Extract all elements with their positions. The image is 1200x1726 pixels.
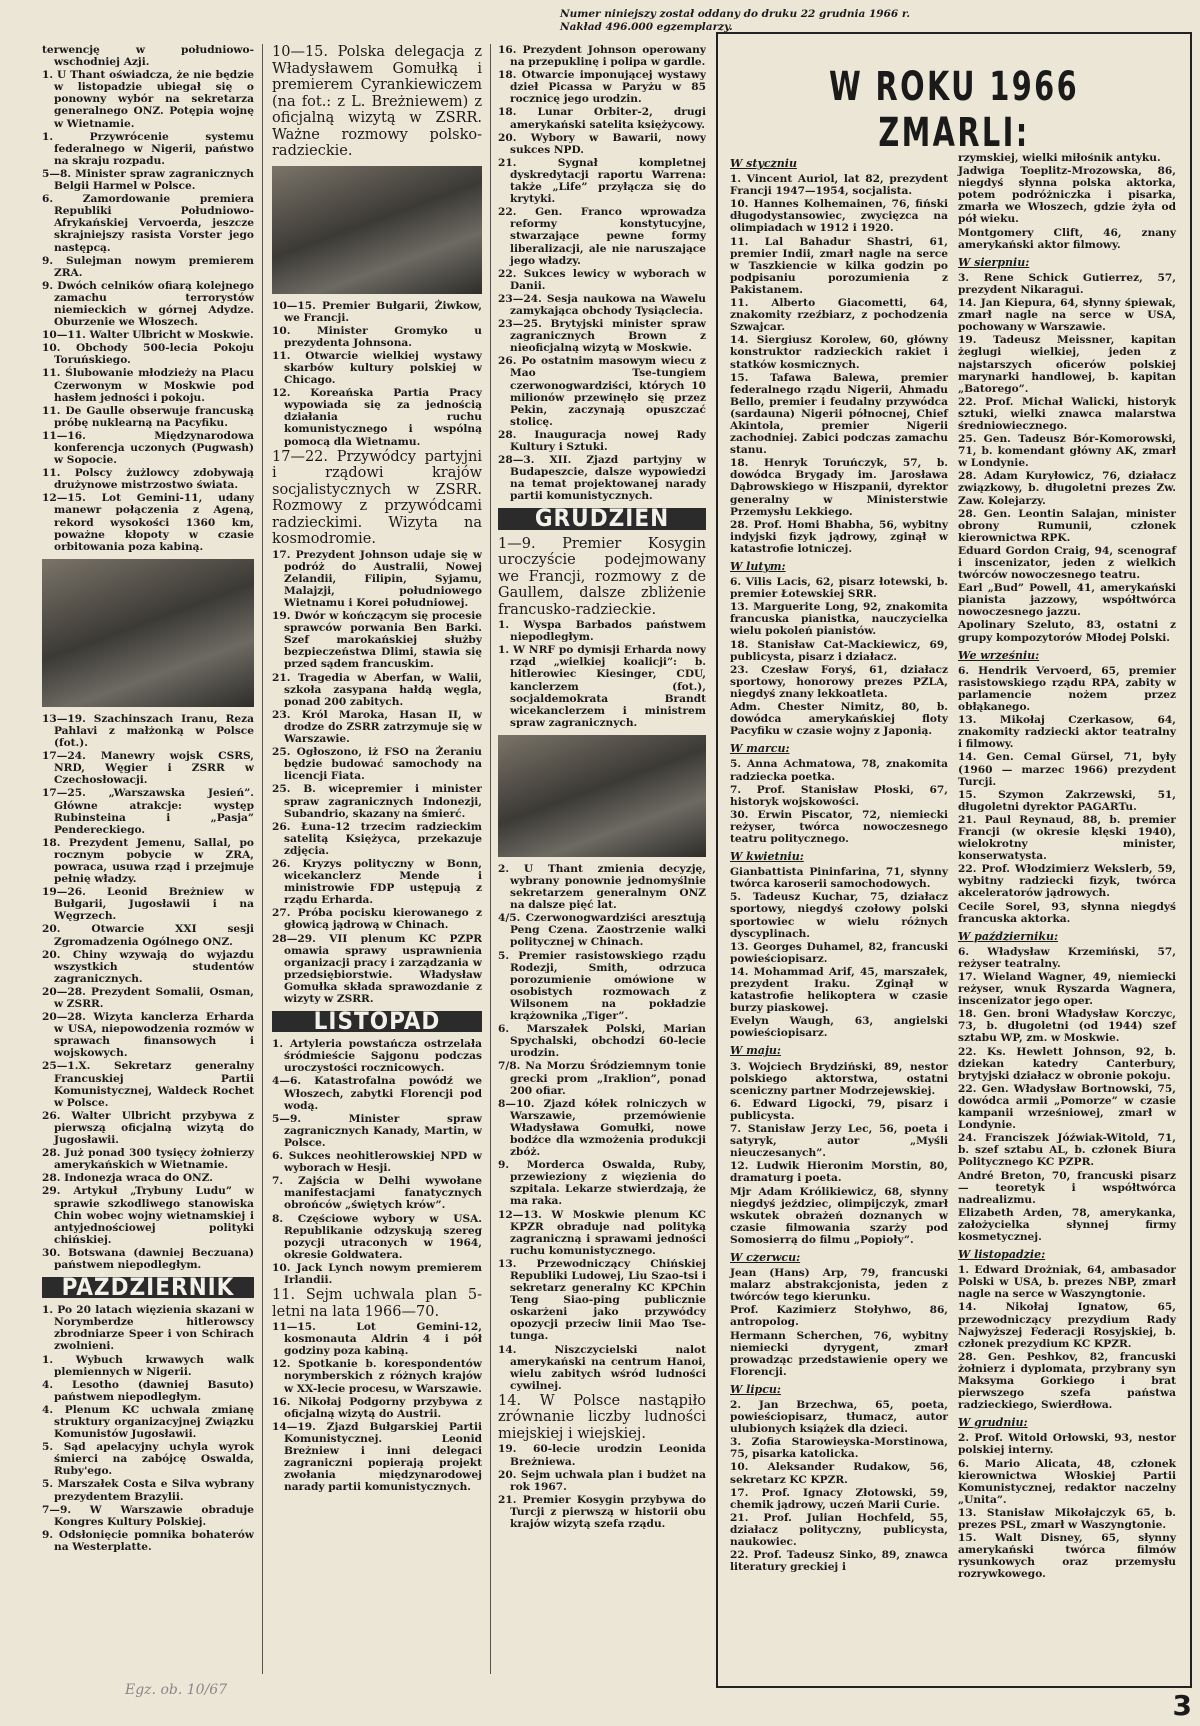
entry: 21. Sygnał kompletnej dyskredytacji raportu Warrena: także „Life” przyłącza się do krytyki. [498, 156, 706, 206]
entry: 7. Stanisław Jerzy Lec, 56, poeta i satyryk, autor „Myśli nieuczesanych”. [730, 1123, 948, 1160]
month-heading: W sierpniu: [958, 255, 1030, 269]
photo-kiesinger [498, 735, 706, 857]
entry: 19. Dwór w kończącym się procesie sprawców porwania Ben Barki. Szef marokańskiej służby bezpieczeństwa Dlimi, stawia się przed sądem francuskim. [272, 610, 482, 671]
obituaries-right [958, 152, 1176, 1582]
month-heading: W lutym: [730, 560, 786, 573]
lead-population: 14. W Polsce nastąpiło zrównanie liczby ludności miejskiej i wiejskiej. [498, 1392, 706, 1442]
entry: 10—15. Premier Bułgarii, Żiwkow, we Francji. [272, 299, 482, 324]
entry: 28. Indonezja wraca do ONZ. [42, 1172, 213, 1185]
entry: 1. U Thant oświadcza, że nie będzie w listopadzie ubiegał się o ponowny wybór na sekretarza generalnego ONZ. Potępia wojnę w Wietnamie. [42, 69, 254, 130]
entry: Adm. Chester Nimitz, 80, b. dowódca amerykańskiej floty Pacyfiku w czasie wojny z Japonią. [730, 701, 948, 738]
obituaries-title: W ROKU 1966 ZMARLI: [828, 64, 1080, 156]
page-number: 3 [1172, 1689, 1192, 1722]
entry: 6. Vilis Lacis, 62, pisarz łotewski, b. premier Łotewskiej SRR. [730, 576, 948, 601]
entry: 3. Rene Schick Gutierrez, 57, prezydent Nikaragui. [958, 271, 1176, 296]
entry: 28. Inauguracja nowej Rady Kultury i Sztuki. [498, 428, 706, 453]
entry: 24. Franciszek Jóźwiak-Witold, 71, b. szef sztabu AL, b. członek Biura Politycznego KC PZPR. [958, 1132, 1176, 1169]
december-entries [498, 619, 706, 729]
entry: 22. Sukces lewicy w wyborach w Danii. [498, 267, 706, 292]
entry: 18. Stanisław Cat-Mackiewicz, 69, publicysta, pisarz i działacz. [730, 638, 948, 663]
entry: 17. Wieland Wagner, 49, niemiecki reżyser, wnuk Ryszarda Wagnera, inscenizator jego oper. [958, 971, 1176, 1008]
september-entries-2 [42, 713, 254, 1271]
entry: 10. Aleksander Rudakow, 56, sekretarz KC KPZR. [730, 1461, 948, 1486]
entry: 11. Polscy żużlowcy zdobywają drużynowe mistrzostwo świata. [42, 467, 254, 492]
entry: 11. Ślubowanie młodzieży na Placu Czerwonym w Moskwie pod hasłem jedności i pokoju. [42, 367, 254, 404]
obituaries-left [730, 152, 948, 1574]
october-entries-3 [272, 549, 482, 1005]
obituaries-box [716, 32, 1192, 1688]
entry: 5. Marszałek Costa e Silva wybrany prezydentem Brazylii. [42, 1478, 254, 1503]
entry: 8. Częściowe wybory w USA. Republikanie odzyskują szereg pozycji utraconych w 1964, okresie Goldwatera. [272, 1212, 482, 1261]
entry: 1. Edward Drożniak, 64, ambasador Polski w USA, b. prezes NBP, zmarł nagle na serce w Waszyngtonie. [958, 1264, 1176, 1301]
entry: 11—15. Lot Gemini-12, kosmonauta Aldrin 4 i pół godziny poza kabiną. [272, 1321, 482, 1358]
october-entries-2 [272, 300, 482, 448]
entry: 21. Tragedia w Aberfan, w Walii, szkoła zasypana hałdą węgla, ponad 200 zabitych. [272, 671, 482, 708]
entry: 18. Gen. broni Władysław Korczyc, 73, b. długoletni (od 1944) szef sztabu WP, zm. w Moskwie. [958, 1008, 1176, 1045]
entry: 13. Georges Duhamel, 82, francuski powieściopisarz. [730, 940, 948, 965]
lead-socialist-leaders: 17—22. Przywódcy partyjni i rządowi krajów socjalistycznych w ZSRR. Rozmowy z przywódcami radzieckimi. Wizyta na kosmodromie. [272, 448, 482, 548]
entry: 1. W NRF po dymisji Erharda nowy rząd „wielkiej koalicji”: b. hitlerowiec Kiesinger, CDU, kanclerzem (fot.), socjaldemokrata Brandt wicekanclerzem i ministrem spraw zagranicznych. [498, 644, 706, 729]
entry: 30. Erwin Piscator, 72, niemiecki reżyser, twórca nowoczesnego teatru politycznego. [730, 808, 948, 845]
entry: 12. Ludwik Hieronim Morstin, 80, dramaturg i poeta. [730, 1160, 948, 1185]
entry: 3. Zofia Starowieyska-Morstinowa, 75, pisarka katolicka. [730, 1436, 948, 1461]
entry: 5—9. Minister spraw zagranicznych Kanady, Martin, w Polsce. [272, 1112, 482, 1149]
entry: 16. Nikołaj Podgorny przybywa z oficjalną wizytą do Austrii. [272, 1395, 482, 1420]
entry: 25. Ogłoszono, iż FSO na Żeraniu będzie budować samochody na licencji Fiata. [272, 746, 482, 783]
entry: 17. Prezydent Johnson udaje się w podróż do Australii, Nowej Zelandii, Filipin, Syjamu, Malajzji, południowego Wietnamu i Korei południowej. [272, 548, 482, 609]
entry: 21. Paul Reynaud, 88, b. premier Francji (w okresie klęski 1940), wielokrotny minister, konserwatysta. [958, 813, 1176, 863]
entry: 12—15. Lot Gemini-11, udany manewr połączenia z Ageną, rekord wysokości 1360 km, poważne kłopoty w czasie orbitowania poza kabiną. [42, 492, 254, 553]
entry: 9. Sulejman nowym premierem ZRA. [42, 254, 254, 279]
entry: Eduard Gordon Craig, 94, scenograf i inscenizator, jeden z wielkich twórców nowoczesnego teatru. [958, 544, 1176, 582]
entry: 12. Spotkanie b. korespondentów norymberskich z różnych krajów w XX-lecie procesu, w Warszawie. [272, 1358, 482, 1395]
entry: 14. Nikołaj Ignatow, 65, przewodniczący prezydium Rady Najwyższej Federacji Rosyjskiej, b. członek prezydium KC KPZR. [958, 1301, 1176, 1350]
entry: Gianbattista Pininfarina, 71, słynny twórca karoserii samochodowych. [730, 866, 948, 891]
entry: 28—29. VII plenum KC PZPR omawia sprawy usprawnienia organizacji pracy i zarządzania w przedsiębiorstwie. Władysław Gomułka składa sprawozdanie z wizyty w ZSRR. [272, 932, 482, 1005]
entry: 22. Prof. Michał Walicki, historyk sztuki, wielki znawca malarstwa średniowiecznego. [958, 395, 1176, 432]
month-heading: W marcu: [730, 742, 790, 756]
entry: 1. Artyleria powstańcza ostrzelała śródmieście Sajgonu podczas uroczystości rocznicowych. [272, 1038, 482, 1075]
october-entries [42, 1304, 254, 1553]
column-rule [490, 44, 491, 1674]
entry: 18. Henryk Toruńczyk, 57, b. dowódca Brygady im. Jarosława Dąbrowskiego w Hiszpanii, dyrektor generalny w Ministerstwie Przemysłu Lekkiego. [730, 457, 948, 518]
entry: Apolinary Szeluto, 83, ostatni z grupy kompozytorów Młodej Polski. [958, 619, 1176, 644]
entry: 11. De Gaulle obserwuje francuską próbę nuklearną na Pacyfiku. [42, 404, 254, 429]
column-rule [262, 44, 263, 1674]
lead-gomulka: 10—15. Polska delegacja z Władysławem Gomułką i premierem Cyrankiewiczem (na fot.: z L. Breżniewem) z oficjalną wizytą w ZSRR. Ważne rozmowy polsko-radzieckie. [272, 44, 482, 159]
entry: 14. Mohammad Arif, 45, marszałek, prezydent Iraku. Zginął w katastrofie helikoptera w czasie burzy piaskowej. [730, 965, 948, 1015]
entry: 17. Prof. Ignacy Złotowski, 59, chemik jądrowy, uczeń Marii Curie. [730, 1486, 948, 1511]
print-note: Numer niniejszy został oddany do druku 22 grudnia 1966 r. Nakład 496.000 egzemplarzy. [560, 8, 911, 33]
entry: 1. Vincent Auriol, lat 82, prezydent Francji 1947—1954, socjalista. [730, 173, 948, 198]
entry: 6. Edward Ligocki, 79, pisarz i publicysta. [730, 1097, 948, 1122]
entry: 28. Gen. Leontin Salajan, minister obrony Rumunii, członek kierownictwa RPK. [958, 507, 1176, 544]
entry: 20—28. Prezydent Somalii, Osman, w ZSRR. [42, 985, 254, 1010]
entry: André Breton, 70, francuski pisarz — teoretyk i współtwórca nadrealizmu. [958, 1169, 1176, 1206]
entry: 21. Prof. Julian Hochfeld, 55, działacz polityczny, publicysta, naukowiec. [730, 1511, 948, 1549]
entry: Jadwiga Toeplitz-Mrozowska, 86, niegdyś słynna polska aktorka, potem podróżniczka i pisarka, zmarła we Włoszech, gdzie żyła od pół wieku. [958, 165, 1176, 226]
lead-kosygin: 1—9. Premier Kosygin uroczyście podejmowany we Francji, rozmowy z de Gaullem, dalsze zbliżenie francusko-radzieckie. [498, 535, 706, 618]
entry: 4. Plenum KC uchwala zmianę struktury organizacyjnej Związku Komunistów Jugosławii. [42, 1403, 254, 1441]
entry: 20. Sejm uchwala plan i budżet na rok 1967. [498, 1468, 706, 1493]
november-banner: LISTOPAD [272, 1011, 482, 1032]
november-entries-2 [272, 1321, 482, 1493]
entry: 6. Marszałek Polski, Marian Spychalski, obchodzi 60-lecie urodzin. [498, 1023, 706, 1060]
entry: 28. Prof. Homi Bhabha, 56, wybitny indyjski fizyk jądrowy, zginął w katastrofie lotniczej. [730, 518, 948, 555]
entry: 28. Już ponad 300 tysięcy żołnierzy amerykańskich w Wietnamie. [42, 1147, 254, 1172]
entry: 2. Jan Brzechwa, 65, poeta, powieściopisarz, tłumacz, autor ulubionych książek dla dzieci. [730, 1399, 948, 1436]
entry: Mjr Adam Królikiewicz, 68, słynny niegdyś jeździec, olimpijczyk, zmarł wskutek obrażeń doznanych w czasie filmowania szarży pod Somosierrą do filmu „Popioły”. [730, 1185, 948, 1246]
entry: 22. Gen. Franco wprowadza reformy konstytucyjne, stwarzające pewne formy liberalizacji, ale nie naruszające jego władzy. [498, 206, 706, 267]
entry: 6. Hendrik Vervoerd, 65, premier rasistowskiego rządu RPA, zabity w parlamencie nożem przez obłąkanego. [958, 664, 1176, 714]
entry: 26. Walter Ulbricht przybywa z pierwszą oficjalną wizytą do Jugosławii. [42, 1109, 254, 1147]
month-heading: W grudniu: [958, 1416, 1028, 1430]
entry: 5—8. Minister spraw zagranicznych Belgii Harmel w Polsce. [42, 167, 254, 193]
entry: 15. Walt Disney, 65, słynny amerykański twórca filmów rysunkowych oraz przemysłu rozrywkowego. [958, 1532, 1176, 1581]
photo-gomulka-brezhnev [272, 166, 482, 294]
month-heading: W październiku: [958, 929, 1059, 943]
entry: 13. Mikołaj Czerkasow, 64, znakomity radziecki aktor teatralny i filmowy. [958, 714, 1176, 751]
entry: 19. Tadeusz Meissner, kapitan żeglugi wielkiej, jeden z najstarszych oficerów polskiej marynarki handlowej, b. kapitan „Batorego”. [958, 334, 1176, 395]
entry: 14. Gen. Cemal Gürsel, 71, były (1960 — marzec 1966) prezydent Turcji. [958, 751, 1176, 788]
column-1 [42, 44, 254, 1684]
entry: 25. B. wicepremier i minister spraw zagranicznych Indonezji, Subandrio, skazany na śmierć. [272, 783, 482, 820]
entry: 26. Kryzys polityczny w Bonn, wicekanclerz Mende i ministrowie FDP ustępują z rządu Erharda. [272, 857, 482, 907]
entry: Jean (Hans) Arp, 79, francuski malarz abstrakcjonista, jeden z twórców tego kierunku. [730, 1267, 948, 1304]
entry: 14. Siergiusz Korolew, 60, główny konstruktor radzieckich rakiet i statków kosmicznych. [730, 334, 948, 371]
entry: Elizabeth Arden, 78, amerykanka, założycielka słynnej firmy kosmetycznej. [958, 1206, 1176, 1243]
entry: 25—1.X. Sekretarz generalny Francuskiej Partii Komunistycznej, Waldeck Rochet w Polsce. [42, 1060, 254, 1109]
entry: 9. Morderca Oswalda, Ruby, przewieziony z więzienia do szpitala. Lekarze stwierdzają, że ma raka. [498, 1159, 706, 1208]
photo-shah-iran [42, 559, 254, 707]
entry: 15. Szymon Zakrzewski, 51, długoletni dyrektor PAGARTu. [958, 788, 1176, 813]
month-heading: W czerwcu: [730, 1250, 801, 1264]
december-entries-3 [498, 1443, 706, 1530]
november-entries [272, 1038, 482, 1286]
month-heading: W lipcu: [730, 1382, 781, 1396]
entry: 4—6. Katastrofalna powódź we Włoszech, zabytki Florencji pod wodą. [272, 1075, 482, 1112]
entry: 21. Premier Kosygin przybywa do Turcji z pierwszą w historii obu krajów wizytą szefa rządu. [498, 1493, 706, 1530]
entry: 28. Gen. Peshkov, 82, francuski żołnierz i dyplomata, przybrany syn Maksyma Gorkiego i brat pierwszego szefa państwa radzieckiego, Swierdłowa. [958, 1350, 1176, 1412]
entry: 10—11. Walter Ulbricht w Moskwie. [42, 329, 254, 342]
entry: 11. Otwarcie wielkiej wystawy skarbów kultury polskiej w Chicago. [272, 349, 482, 387]
entry: 23. Król Maroka, Hasan II, w drodze do ZSRR zatrzymuje się w Warszawie. [272, 708, 482, 746]
entry: 23—24. Sesja naukowa na Wawelu zamykająca obchody Tysiąclecia. [498, 292, 706, 317]
entry: Evelyn Waugh, 63, angielski powieściopisarz. [730, 1015, 948, 1040]
december-entries-2 [498, 863, 706, 1392]
entry: Hermann Scherchen, 76, wybitny niemiecki dyrygent, zmarł prowadząc przedstawienie opery we Florencji. [730, 1329, 948, 1378]
entry: 7—9. W Warszawie obraduje Kongres Kultury Polskiej. [42, 1503, 254, 1528]
entry: 27. Próba pocisku kierowanego z głowicą jądrową w Chinach. [272, 907, 482, 932]
entry: 13. Marguerite Long, 92, znakomita francuska pianistka, nauczycielka wielu pokoleń pianistów. [730, 601, 948, 638]
entry: Earl „Bud” Powell, 41, amerykański pianista jazzowy, współtwórca nowoczesnego jazzu. [958, 582, 1176, 619]
column-3 [498, 44, 706, 1684]
entry: 4. Lesotho (dawniej Basuto) państwem niepodległym. [42, 1378, 254, 1403]
entry: 1. Wybuch krwawych walk plemiennych w Nigerii. [42, 1353, 254, 1378]
entry: 12—13. W Moskwie plenum KC KPZR obraduje nad polityką zagraniczną i sprawami jedności ruchu komunistycznego. [498, 1208, 706, 1257]
entry: 14. Niszczycielski nalot amerykański na centrum Hanoi, wielu zabitych wśród ludności cywilnej. [498, 1343, 706, 1392]
entry: 23. Czesław Foryś, 61, działacz sportowy, honorowy prezes PZLA, niegdyś znany lekkoatleta. [730, 663, 948, 700]
month-heading: W kwietniu: [730, 850, 804, 864]
month-heading: We wrześniu: [958, 648, 1040, 662]
month-heading: W styczniu [730, 157, 797, 170]
entry: 11. Alberto Giacometti, 64, znakomity rzeźbiarz, z pochodzenia Szwajcar. [730, 297, 948, 334]
entry: 7/8. Na Morzu Śródziemnym tonie grecki prom „Iraklion”, ponad 200 ofiar. [498, 1060, 706, 1097]
entry: 5. Anna Achmatowa, 78, znakomita radziecka poetka. [730, 758, 948, 783]
entry: 26. Po ostatnim masowym wiecu z Mao Tse-tungiem czerwonogwardziści, których 10 milionów przewinęło się przez Pekin, zaczynają opuszczać stolicę. [498, 355, 706, 428]
entry: 22. Prof. Włodzimierz Wekslerb, 59, wybitny radziecki fizyk, twórca akceleratorów jądrowych. [958, 863, 1176, 900]
entry: 1. Wyspa Barbados państwem niepodległym. [498, 619, 706, 644]
entry: 26. Łuna-12 trzecim radzieckim satelitą Księżyca, przekazuje zdjęcia. [272, 820, 482, 857]
entry: 22. Ks. Hewlett Johnson, 92, b. dziekan katedry Canterbury, brytyjski działacz w obronie pokoju. [958, 1045, 1176, 1082]
entry: 18. Lunar Orbiter-2, drugi amerykański satelita księżycowy. [498, 106, 706, 131]
entry: 28—3. XII. Zjazd partyjny w Budapeszcie, dalsze wypowiedzi na temat projektowanej narady partii komunistycznych. [498, 454, 706, 503]
entry: 30. Botswana (dawniej Beczuana) państwem niepodległym. [42, 1246, 254, 1271]
entry: 9. Dwóch celników ofiarą kolejnego zamachu terrorystów niemieckich w górnej Adydze. Oburzenie we Włoszech. [42, 279, 254, 329]
entry: 8—10. Zjazd kółek rolniczych w Warszawie, przemówienie Władysława Gomułki, nowe bodźce dla wzmożenia produkcji zbóż. [498, 1097, 706, 1159]
entry: 10. Obchody 500-lecia Pokoju Toruńskiego. [42, 342, 254, 367]
entry: 19—26. Leonid Breżniew w Bułgarii, Jugosławii i na Węgrzech. [42, 886, 254, 923]
entry: 13. Przewodniczący Chińskiej Republiki Ludowej, Liu Szao-tsi i sekretarz generalny KC KPChin Teng Siao-ping publicznie oskarżeni jako przywódcy opozycji przeciw linii Mao Tse-tunga. [498, 1257, 706, 1343]
entry: 14. Jan Kiepura, 64, słynny śpiewak, zmarł nagle na serce w USA, pochowany w Warszawie. [958, 297, 1176, 334]
entry: 6. Mario Alicata, 48, członek kierownictwa Włoskiej Partii Komunistycznej, redaktor naczelny „Unita”. [958, 1457, 1176, 1506]
entry: 6. Zamordowanie premiera Republiki Południowo-Afrykańskiej Vervoerda, jeszcze skrajniejszy rasista Vorster jego następcą. [42, 193, 254, 254]
entry: 10. Jack Lynch nowym premierem Irlandii. [272, 1261, 482, 1286]
entry: 6. Władysław Krzemiński, 57, reżyser teatralny. [958, 945, 1176, 970]
entry: 13—19. Szachinszach Iranu, Reza Pahlavi z małżonką w Polsce (fot.). [42, 712, 254, 750]
entry: 1. Po 20 latach więzienia skazani w Norymberdze hitlerowscy zbrodniarze Speer i von Schirach zwolnieni. [42, 1304, 254, 1353]
entry: 23—25. Brytyjski minister spraw zagranicznych Brown z nieoficjalną wizytą w Moskwie. [498, 318, 706, 355]
december-banner: GRUDZIEŃ [498, 508, 706, 529]
entry: 5. Premier rasistowskiego rządu Rodezji, Smith, odrzuca porozumienie omówione w osobistych rozmowach z Wilsonem na pokładzie krążownika „Tiger”. [498, 949, 706, 1023]
entry: 20. Chiny wzywają do wyjazdu wszystkich studentów zagranicznych. [42, 948, 254, 985]
entry: 10. Minister Gromyko u prezydenta Johnsona. [272, 324, 482, 349]
entry: 1. Przywrócenie systemu federalnego w Nigerii, państwo na skraju rozpadu. [42, 130, 254, 167]
entry: 15. Tafawa Balewa, premier federalnego rządu Nigerii, Ahmadu Bello, premier i feudalny przywódca (sardauna) Nigerii północnej, Chief Akintola, premier Nigerii zachodniej. Zabici podczas zamachu stanu. [730, 371, 948, 457]
october-banner: PAŹDZIERNIK [42, 1277, 254, 1298]
entry: 18. Prezydent Jemenu, Sallal, po rocznym pobycie w ZRA, powraca, usuwa rząd i przejmuje pełnię władzy. [42, 836, 254, 886]
archive-stamp: Egz. ob. 10/67 [125, 1682, 228, 1698]
entry: 6. Sukces neohitlerowskiej NPD w wyborach w Hesji. [272, 1150, 482, 1175]
month-heading: W listopadzie: [958, 1248, 1046, 1262]
entry: 13. Stanisław Mikołajczyk 65, b. prezes PSL, zmarł w Waszyngtonie. [958, 1506, 1176, 1532]
entry: 28. Adam Kuryłowicz, 76, działacz związkowy, b. długoletni prezes Zw. Zaw. Kolejarzy. [958, 470, 1176, 507]
entry: 9. Odsłonięcie pomnika bohaterów na Westerplatte. [42, 1528, 254, 1553]
entry: 29. Artykuł „Trybuny Ludu” w sprawie szkodliwego stanowiska Chin wobec wojny wietnamskiej i antyjednościowej polityki chińskiej. [42, 1185, 254, 1246]
entry: rzymskiej, wielki miłośnik antyku. [958, 152, 1161, 164]
entry: 11—16. Międzynarodowa konferencja uczonych (Pugwash) w Sopocie. [42, 429, 254, 467]
lead-sejm-plan: 11. Sejm uchwala plan 5-letni na lata 1966—70. [272, 1287, 482, 1320]
entry: 2. Prof. Witold Orłowski, 93, nestor polskiej interny. [958, 1432, 1176, 1457]
entry: Prof. Kazimierz Stołyhwo, 86, antropolog. [730, 1304, 948, 1329]
entry: 17—24. Manewry wojsk CSRS, NRD, Węgier i ZSRR w Czechosłowacji. [42, 750, 254, 787]
entry: 22. Prof. Tadeusz Sinko, 89, znawca literatury greckiej i [730, 1549, 948, 1574]
entry: 25. Gen. Tadeusz Bór-Komorowski, 71, b. komendant główny AK, zmarł w Londynie. [958, 433, 1176, 470]
entry: 12. Koreańska Partia Pracy wypowiada się za jednością działania ruchu komunistycznego i wspólną pomocą dla Wietnamu. [272, 387, 482, 448]
entry: 11. Lal Bahadur Shastri, 61, premier Indii, zmarł nagle na serce w Taszkiencie w kilka godzin po podpisaniu porozumienia z Pakistanem. [730, 235, 948, 296]
entry: 2. U Thant zmienia decyzję, wybrany ponownie jednomyślnie sekretarzem generalnym ONZ na dalsze pięć lat. [498, 862, 706, 912]
entry: 18. Otwarcie imponującej wystawy dzieł Picassa w Paryżu w 85 rocznicę jego urodzin. [498, 69, 706, 106]
entry: 20—28. Wizyta kanclerza Erharda w USA, niepowodzenia rozmów w sprawach finansowych i wojskowych. [42, 1011, 254, 1060]
september-entries [42, 44, 254, 553]
entry: 20. Otwarcie XXI sesji Zgromadzenia Ogólnego ONZ. [42, 923, 254, 948]
entry: Montgomery Clift, 46, znany amerykański aktor filmowy. [958, 226, 1176, 251]
entry: 5. Tadeusz Kuchar, 75, działacz sportowy, niegdyś czołowy polski sportowiec w wielu różnych dyscyplinach. [730, 891, 948, 940]
entry: 19. 60-lecie urodzin Leonida Breżniewa. [498, 1443, 706, 1468]
entry: 7. Prof. Stanisław Płoski, 67, historyk wojskowości. [730, 783, 948, 808]
entry: 4/5. Czerwonogwardziści aresztują Peng Czena. Zaostrzenie walki politycznej w Chinach. [498, 912, 706, 949]
entry: 16. Prezydent Johnson operowany na przepuklinę i polipa w gardle. [498, 44, 706, 69]
entry: 17—25. „Warszawska Jesień”. Główne atrakcje: występ Rubinsteina i „Pasja” Pendereckiego. [42, 787, 254, 836]
column-2 [272, 44, 482, 1684]
entry: 3. Wojciech Brydziński, 89, nestor polskiego aktorstwa, ostatni sceniczny partner Modrzejewskiej. [730, 1060, 948, 1097]
entry: 5. Sąd apelacyjny uchyla wyrok śmierci na zabójcę Oswalda, Ruby'ego. [42, 1441, 254, 1478]
entry: 7. Zajścia w Delhi wywołane manifestacjami fanatycznych obrońców „świętych krów”. [272, 1175, 482, 1212]
entry: 14—19. Zjazd Bułgarskiej Partii Komunistycznej. Leonid Breżniew i inni delegaci zagraniczni popierają projekt zwołania międzynarodowej narady partii komunistycznych. [272, 1420, 482, 1494]
november-entries-3 [498, 44, 706, 502]
entry: 22. Gen. Władysław Bortnowski, 75, dowódca armii „Pomorze” w czasie kampanii wrześniowej, zmarł w Londynie. [958, 1082, 1176, 1132]
entry: 20. Wybory w Bawarii, nowy sukces NPD. [498, 131, 706, 156]
entry: terwencję w południowo-wschodniej Azji. [42, 44, 254, 69]
month-heading: W maju: [730, 1044, 781, 1058]
entry: 10. Hannes Kolhemainen, 76, fiński długodystansowiec, zwycięzca na olimpiadach w 1912 i 1920. [730, 198, 948, 235]
entry: Cecile Sorel, 93, słynna niegdyś francuska aktorka. [958, 900, 1176, 925]
